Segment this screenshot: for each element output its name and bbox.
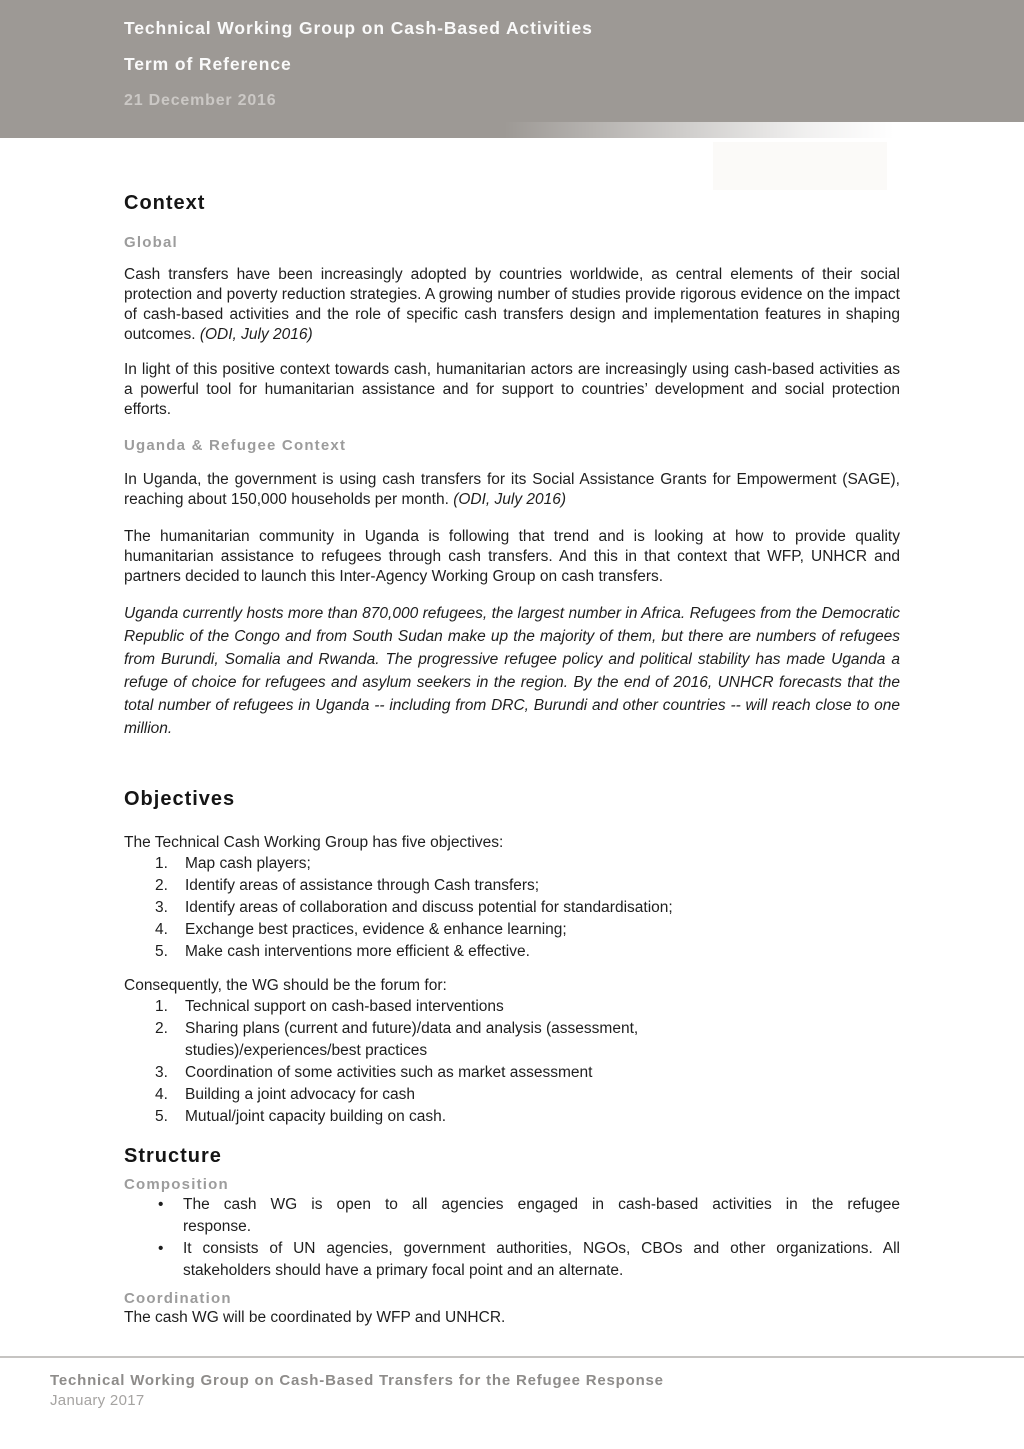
list-number: 5. (155, 943, 168, 960)
forum-intro: Consequently, the WG should be the forum for: (124, 977, 447, 994)
paragraph-global-2: In light of this positive context towards cash, humanitarian actors are increasingly using cash-based activities as a powerful tool for humanitarian assistance and for support to countries’ development and social protection efforts. (124, 361, 900, 418)
list-item: 3. Identify areas of collaboration and discuss potential for standardisation; (124, 897, 900, 919)
list-item: 2. Sharing plans (current and future)/data and analysis (assessment, studies)/experiences/best practices (124, 1018, 900, 1062)
list-number: 4. (155, 1086, 168, 1103)
list-item: 4. Building a joint advocacy for cash (124, 1084, 900, 1106)
footer-date: January 2017 (50, 1392, 145, 1409)
document-title: Technical Working Group on Cash-Based Activities (124, 18, 593, 38)
list-number: 1. (155, 998, 168, 1015)
paragraph-uganda-3-italic: Uganda currently hosts more than 870,000 refugees, the largest number in Africa. Refugees from the Democratic Republic of the Congo and from South Sudan make up the majority of them, but there are numbers of refugees from Burundi, Somalia and Rwanda. The progressive refugee policy and political stability has made Uganda a refuge of choice for refugees and asylum seekers in the region. By the end of 2016, UNHCR forecasts that the total number of refugees in Uganda -- including from DRC, Burundi and other countries -- will reach close to one million. (124, 605, 900, 737)
list-number: 1. (155, 855, 168, 872)
list-item: 5. Make cash interventions more efficient & effective. (124, 941, 900, 963)
list-number: 2. (155, 1020, 168, 1037)
paragraph-global-1 (124, 265, 900, 345)
list-item: 2. Identify areas of assistance through Cash transfers; (124, 875, 900, 897)
list-item: 1. Map cash players; (124, 853, 900, 875)
paragraph-text: Cash transfers have been increasingly adopted by countries worldwide, as central elements of their social protection and poverty reduction strategies. A growing number of studies provide rigorous evidence on the impact of cash-based activities and the role of specific cash transfers design and implementation features in shaping outcomes. (124, 266, 900, 343)
section-heading-objectives: Objectives (124, 788, 236, 810)
header-artifact (713, 142, 887, 190)
subheading-uganda-refugee-context: Uganda & Refugee Context (124, 437, 347, 454)
section-heading-context: Context (124, 192, 206, 214)
bullet-icon: • (158, 1240, 164, 1257)
subheading-composition: Composition (124, 1176, 229, 1193)
footer-rule (0, 1356, 1024, 1358)
list-number: 5. (155, 1108, 168, 1125)
citation: (ODI, July 2016) (199, 326, 313, 343)
list-number: 4. (155, 921, 168, 938)
document-body (0, 191, 1024, 1328)
document-header (0, 0, 1024, 138)
bullet-icon: • (158, 1196, 164, 1213)
citation: (ODI, July 2016) (453, 491, 567, 508)
paragraph-uganda-2: The humanitarian community in Uganda is following that trend and is looking at how to provide quality humanitarian assistance to refugees through cash transfers. And this in that context that WFP, UNHCR and partners decided to launch this Inter-Agency Working Group on cash transfers. (124, 528, 900, 585)
list-number: 3. (155, 1064, 168, 1081)
list-item: • The cash WG is open to all agencies engaged in cash-based activities in the refugee response. (124, 1194, 900, 1238)
document-date: 21 December 2016 (124, 92, 277, 109)
subheading-coordination: Coordination (124, 1290, 232, 1307)
list-item: • It consists of UN agencies, government authorities, NGOs, CBOs and other organizations. All stakeholders should have a primary focal point and an alternate. (124, 1238, 900, 1282)
list-item: 3. Coordination of some activities such as market assessment (124, 1062, 900, 1084)
composition-list (124, 1194, 900, 1282)
objectives-list (124, 853, 900, 963)
document-subtitle: Term of Reference (124, 54, 292, 74)
objectives-intro: The Technical Cash Working Group has five objectives: (124, 834, 504, 851)
list-item: 1. Technical support on cash-based interventions (124, 996, 900, 1018)
header-fade-gradient (504, 122, 1024, 138)
paragraph-uganda-1 (124, 470, 900, 510)
section-heading-structure: Structure (124, 1145, 222, 1167)
list-number: 2. (155, 877, 168, 894)
subheading-global: Global (124, 234, 178, 251)
coordination-text: The cash WG will be coordinated by WFP and UNHCR. (124, 1309, 506, 1326)
list-number: 3. (155, 899, 168, 916)
footer-title: Technical Working Group on Cash-Based Transfers for the Refugee Response (50, 1372, 664, 1389)
list-item: 5. Mutual/joint capacity building on cash. (124, 1106, 900, 1128)
list-item: 4. Exchange best practices, evidence & enhance learning; (124, 919, 900, 941)
paragraph-text: In Uganda, the government is using cash transfers for its Social Assistance Grants for Empowerment (SAGE), reaching about 150,000 households per month. (124, 471, 900, 508)
forum-list (124, 996, 900, 1128)
